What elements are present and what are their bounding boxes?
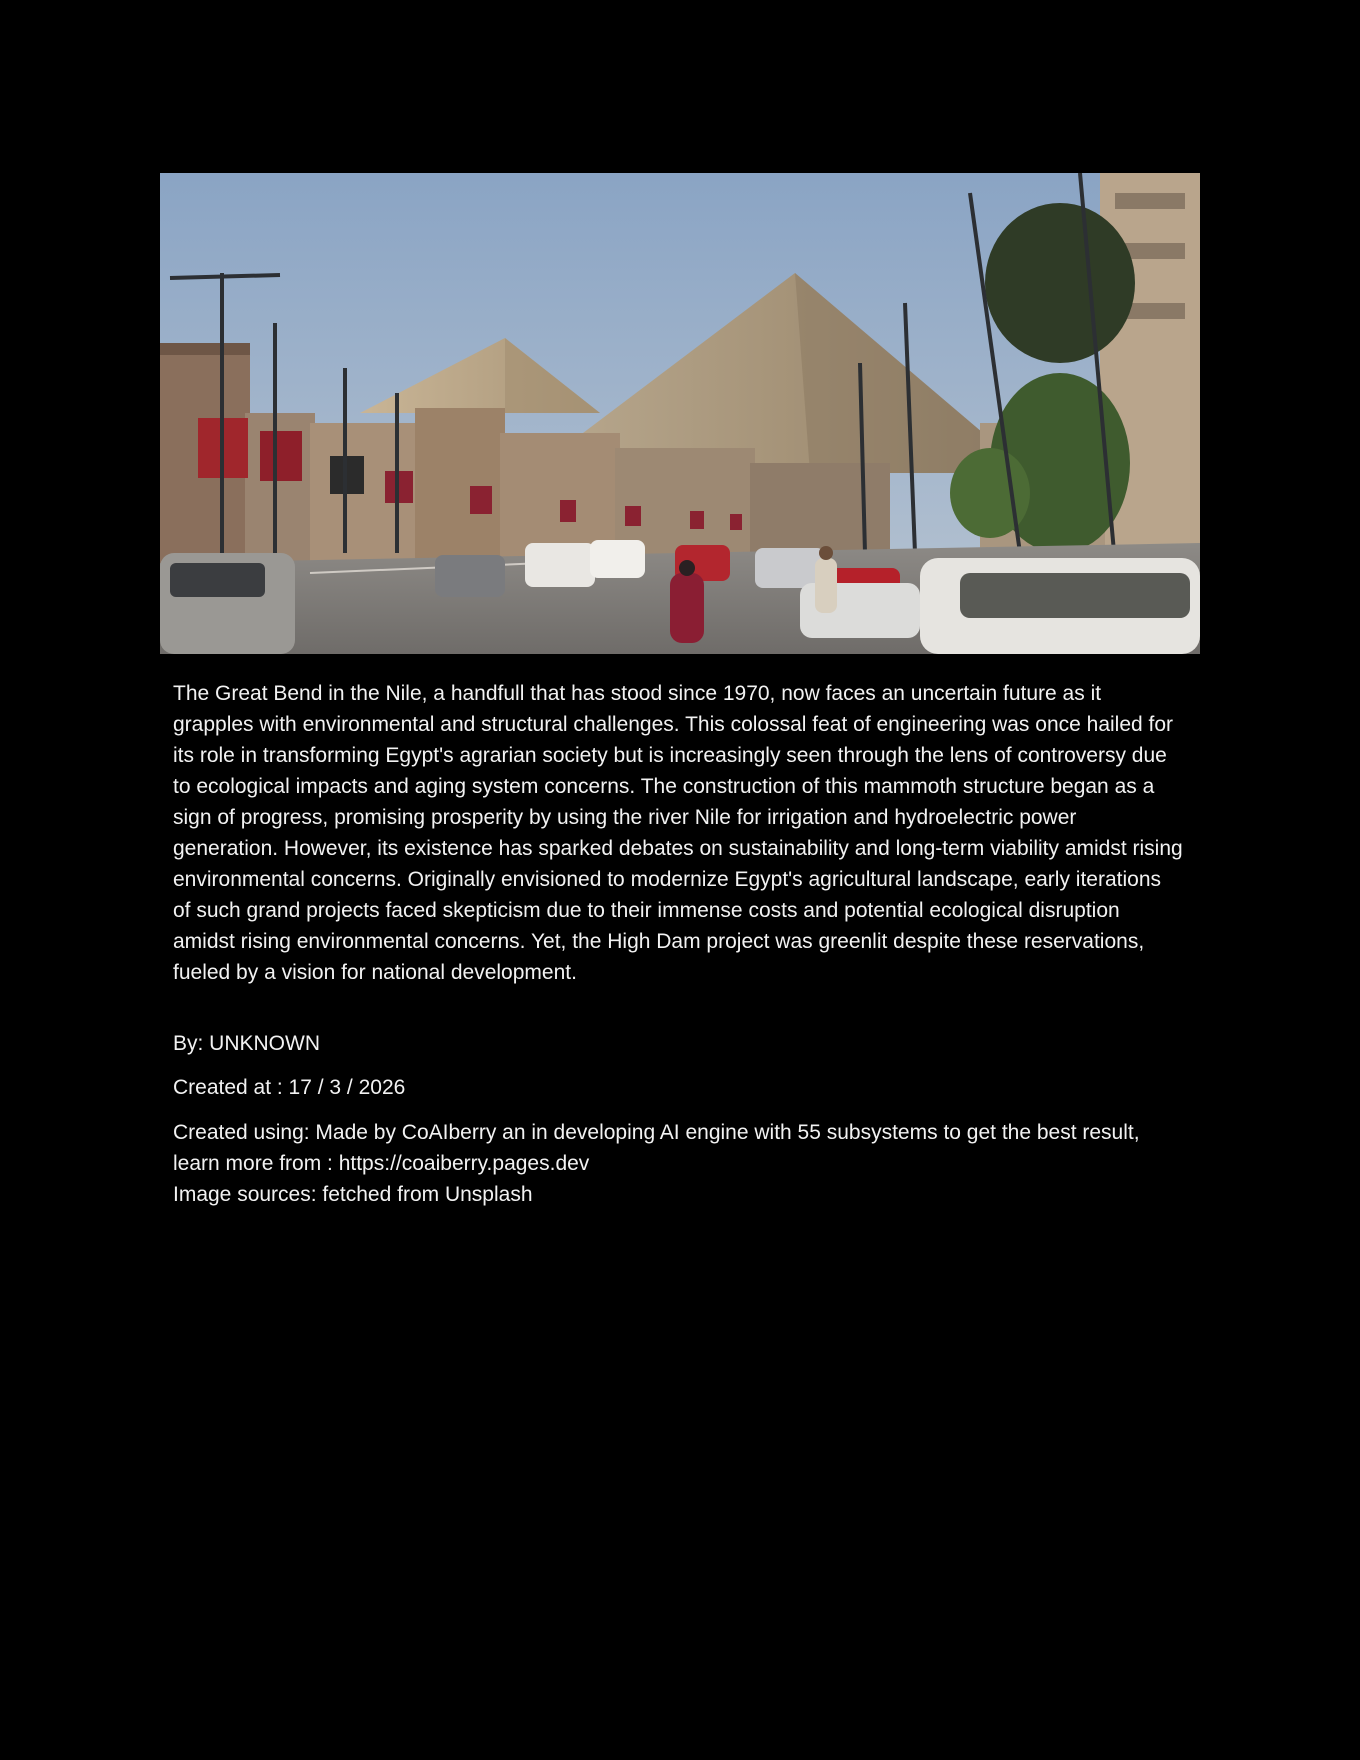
author-line: By: UNKNOWN	[173, 1032, 320, 1055]
pedestrian	[670, 573, 704, 643]
article-body: The Great Bend in the Nile, a handfull that has stood since 1970, now faces an uncertain future as it grapples with environmental and structural challenges. This colossal feat of engineering was once hailed for its role in transforming Egypt's agrarian society but is increasingly seen through the lens of controversy due to ecological impacts and aging system concerns. The construction of this mammoth structure began as a sign of progress, promising prosperity by using the river Nile for irrigation and hydroelectric power generation. However, its existence has sparked debates on sustainability and long-term viability amidst rising environmental concerns. Originally envisioned to modernize Egypt's agricultural landscape, early iterations of such grand projects faced skepticism due to their immense costs and potential ecological disruption amidst rising environmental concerns. Yet, the High Dam project was greenlit despite these reservations, fueled by a vision for national development.	[173, 682, 1183, 984]
article-content	[173, 678, 1183, 1210]
pyramids-street-photo	[160, 173, 1200, 654]
pedestrian	[815, 558, 837, 613]
hero-image	[160, 173, 1200, 654]
created-at-line: Created at : 17 / 3 / 2026	[173, 1076, 406, 1099]
created-using-line: Created using: Made by CoAIberry an in developing AI engine with 55 subsystems to get the best result, learn more from : https://coaiberry.pages.dev	[173, 1121, 1140, 1175]
image-sources-line: Image sources: fetched from Unsplash	[173, 1183, 533, 1206]
